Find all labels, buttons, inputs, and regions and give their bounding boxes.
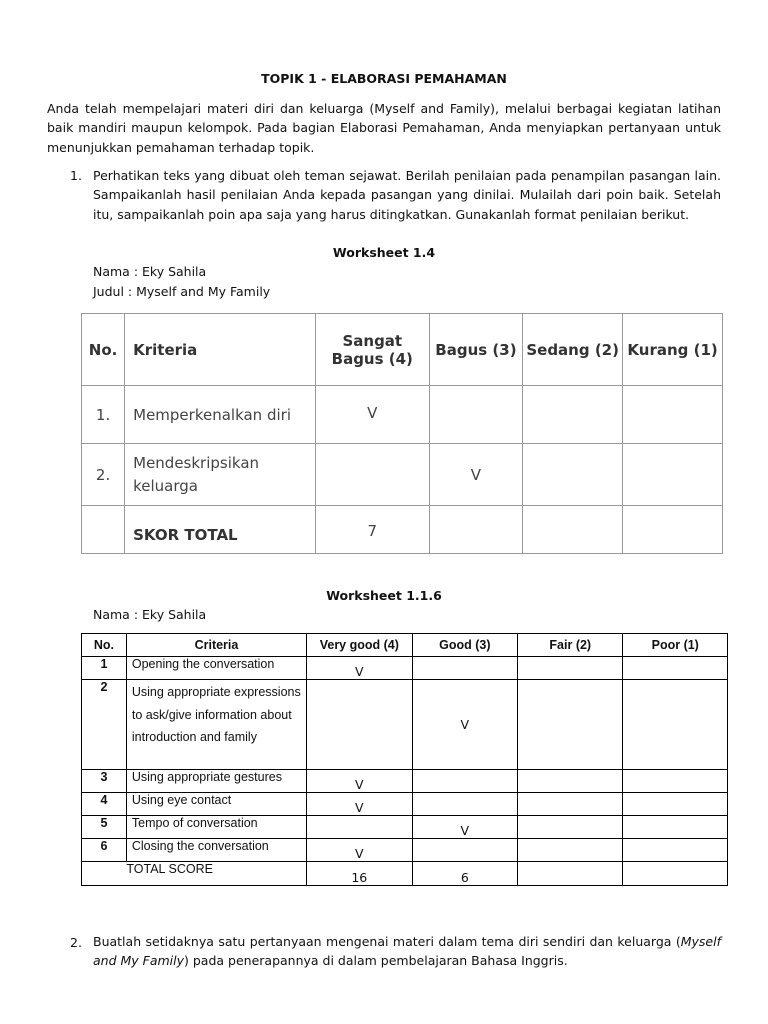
mark-cell [523,386,623,444]
item-2-number: 2. [70,935,82,950]
row-number: 1 [82,657,127,680]
mark-cell [623,793,728,816]
empty-cell [82,862,127,886]
header-sedang: Sedang (2) [523,314,623,386]
item-2-text-pre: Buatlah setidaknya satu pertanyaan mengenai materi dalam tema diri sendiri dan keluarga ( [93,934,681,949]
worksheet-1-judul: Judul : Myself and My Family [93,284,271,299]
header-very-good: Very good (4) [307,634,412,657]
mark-cell [623,839,728,862]
table-row [82,839,728,862]
row-criteria: Using appropriate gestures [126,770,306,793]
table-row [82,793,728,816]
mark-cell [623,657,728,680]
table-row [82,816,728,839]
mark-cell: V [307,657,412,680]
mark-cell [623,444,723,506]
table-header-row [82,634,728,657]
mark-cell: V [307,793,412,816]
mark-cell: V [315,386,429,444]
row-criteria: Memperkenalkan diri [125,386,316,444]
header-criteria: Criteria [126,634,306,657]
header-no: No. [82,634,127,657]
total-label: SKOR TOTAL [125,506,316,554]
mark-cell: V [307,839,412,862]
total-value [518,862,623,886]
mark-cell [412,770,518,793]
header-poor: Poor (1) [623,634,728,657]
mark-cell: V [412,816,518,839]
header-no: No. [82,314,125,386]
mark-cell [412,657,518,680]
mark-cell [518,770,623,793]
mark-cell [307,680,412,770]
intro-paragraph: Anda telah mempelajari materi diri dan keluarga (Myself and Family), melalui berbagai kegiatan latihan baik mandiri maupun kelompok. Pada bagian Elaborasi Pemahaman, Anda menyiapkan pertanyaan untuk menunjukkan pemahaman terhadap topik. [47,101,721,155]
total-value: 7 [315,506,429,554]
mark-cell [623,680,728,770]
row-number: 1. [82,386,125,444]
mark-cell [307,816,412,839]
worksheet-2-title: Worksheet 1.1.6 [326,588,442,603]
mark-cell: V [429,444,522,506]
mark-cell [518,793,623,816]
item-1-number: 1. [70,168,82,183]
document-title: TOPIK 1 - ELABORASI PEMAHAMAN [261,71,507,86]
row-number: 6 [82,839,127,862]
empty-cell [429,506,522,554]
row-criteria: Closing the conversation [126,839,306,862]
empty-cell [523,506,623,554]
mark-cell [412,839,518,862]
mark-cell [412,793,518,816]
mark-cell [518,816,623,839]
mark-cell [315,444,429,506]
mark-cell: V [412,680,518,770]
table-row [82,680,728,770]
table-row [82,770,728,793]
row-number: 5 [82,816,127,839]
item-2-text-post: ) pada penerapannya di dalam pembelajaran Bahasa Inggris. [184,953,568,969]
mark-cell [623,816,728,839]
mark-cell [518,657,623,680]
row-number: 3 [82,770,127,793]
header-sangat-bagus: Sangat Bagus (4) [315,314,429,386]
row-criteria: Tempo of conversation [126,816,306,839]
empty-cell [623,506,723,554]
item-2-text [93,932,721,971]
row-criteria: Opening the conversation [126,657,306,680]
header-kriteria: Kriteria [125,314,316,386]
table-header-row [82,314,723,386]
total-value [623,862,728,886]
total-row [82,506,723,554]
row-criteria: Using eye contact [126,793,306,816]
mark-cell [523,444,623,506]
mark-cell [518,839,623,862]
empty-cell [82,506,125,554]
row-number: 4 [82,793,127,816]
worksheet-1-name: Nama : Eky Sahila [93,264,207,279]
worksheet-2-table [81,633,728,886]
row-criteria: Using appropriate expressions to ask/give information about introduction and family [126,680,306,770]
row-number: 2 [82,680,127,770]
mark-cell [623,770,728,793]
mark-cell: V [307,770,412,793]
worksheet-1-table [81,313,723,554]
header-good: Good (3) [412,634,518,657]
mark-cell [518,680,623,770]
table-row [82,657,728,680]
table-row [82,386,723,444]
row-criteria: Mendeskripsikan keluarga [125,444,316,506]
total-value: 6 [412,862,518,886]
total-row [82,862,728,886]
mark-cell [623,386,723,444]
header-fair: Fair (2) [518,634,623,657]
item-2-text-emphasis: Myself and My Family [93,934,721,969]
header-bagus: Bagus (3) [429,314,522,386]
worksheet-1-title: Worksheet 1.4 [332,245,436,260]
total-value: 16 [307,862,412,886]
table-row [82,444,723,506]
item-1-text: Perhatikan teks yang dibuat oleh teman sejawat. Berilah penilaian pada penampilan pasangan lain. Sampaikanlah hasil penilaian Anda kepada pasangan yang dinilai. Mulailah dari poin baik. Setelah itu, sampaikanlah poin apa saja yang harus ditingkatkan. Gunakanlah format penilaian berikut. [93,168,721,222]
total-label: TOTAL SCORE [126,862,306,886]
header-kurang: Kurang (1) [623,314,723,386]
mark-cell [429,386,522,444]
worksheet-2-name: Nama : Eky Sahila [93,607,207,622]
row-number: 2. [82,444,125,506]
